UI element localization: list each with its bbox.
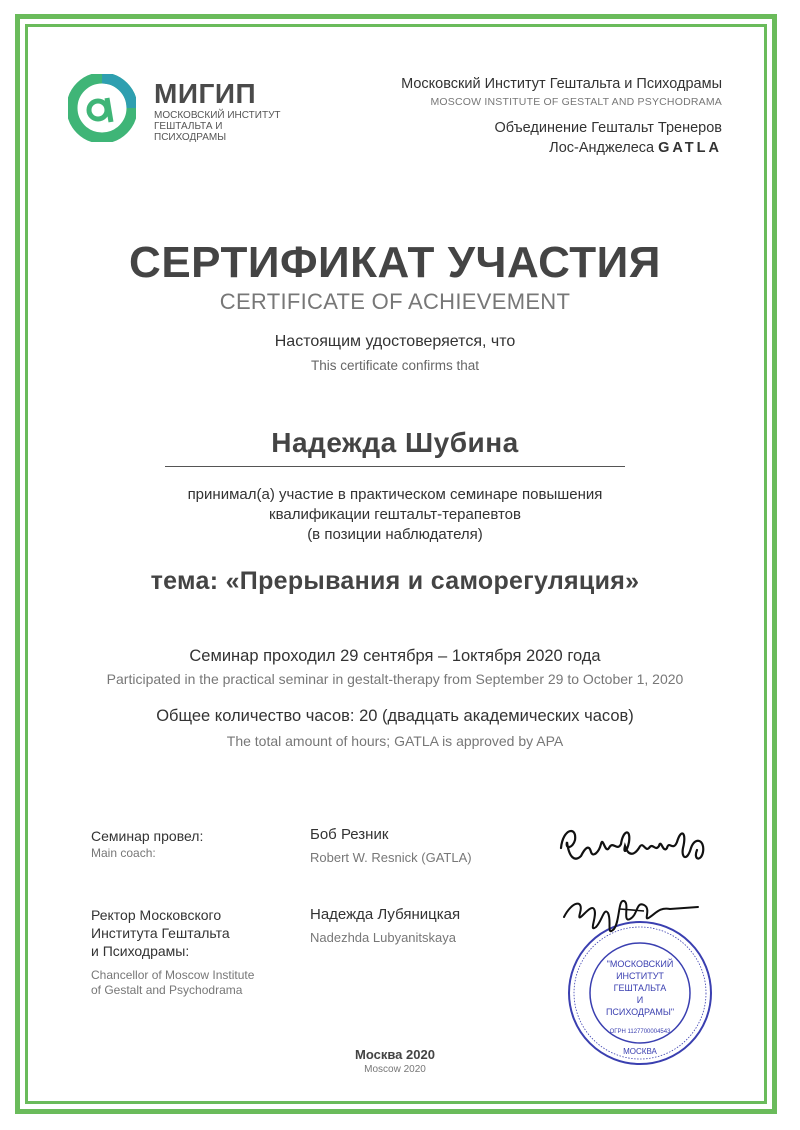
rector-name-ru: Надежда Лубяницкая [310,906,461,923]
seminar-dates-en: Participated in the practical seminar in gestalt-therapy from September 29 to October 1, 2020 [106,671,684,687]
rector-label-en-line-1: Chancellor of Moscow Institute [91,968,255,982]
institute-name-en: MOSCOW INSTITUTE OF GESTALT AND PSYCHODRAMA [430,96,722,108]
logo-title: МИГИП [154,78,257,109]
institute-name-ru: Московский Институт Гештальта и Психодрамы [401,76,722,92]
logo-mark-icon [68,74,136,142]
union-city: Лос-Анджелеса [549,140,655,156]
union-name-line1: Объединение Гештальт Тренеров [494,120,722,136]
coach-signature-icon [555,818,715,870]
stamp-line-2: ИНСТИТУТ [616,971,664,981]
coach-label-ru: Семинар провел: [91,828,204,844]
stamp-ogrn: ОГРН 1127700004543 [609,1029,671,1035]
confirm-text-ru: Настоящим удостоверяется, что [274,333,516,350]
footer-city-year-en: Moscow 2020 [364,1064,426,1075]
union-name-line2 [549,140,722,156]
recipient-underline [165,466,625,467]
coach-label-en: Main coach: [91,846,156,860]
stamp-city: МОСКВА [623,1047,657,1056]
stamp-line-5: ПСИХОДРАМЫ" [605,1007,675,1017]
coach-name-ru: Боб Резник [310,826,389,843]
description-line-3: (в позиции наблюдателя) [307,526,483,543]
rector-name-en: Nadezhda Lubyanitskaya [310,930,456,945]
coach-name-en: Robert W. Resnick (GATLA) [310,850,472,865]
stamp-line-4: И [636,995,644,1005]
recipient-name: Надежда Шубина [271,427,519,458]
union-abbr: GATLA [658,140,722,156]
seminar-dates-ru: Семинар проходил 29 сентября – 1октября 2020 года [189,647,601,665]
description-line-1: принимал(а) участие в практическом семинаре повышения [187,486,603,503]
institute-logo [68,74,281,144]
rector-label-line-2: Института Гештальта [91,925,230,941]
rector-label-line-1: Ректор Московского [91,907,222,923]
stamp-line-3: ГЕШТАЛЬТА [613,983,667,993]
rector-signature-icon [560,893,705,953]
rector-label-ru [91,906,230,960]
certificate-title-ru: СЕРТИФИКАТ УЧАСТИЯ [129,238,661,287]
footer-city-year-ru: Москва 2020 [355,1047,435,1062]
confirm-text-en: This certificate confirms that [310,358,480,373]
rector-label-en [91,968,254,998]
stamp-line-1: "МОСКОВСКИЙ [606,959,674,969]
participation-description [0,485,790,545]
total-hours-ru: Общее количество часов: 20 (двадцать академических часов) [156,707,634,725]
certificate-title-en: CERTIFICATE OF ACHIEVEMENT [219,289,571,314]
seminar-topic: тема: «Прерывания и саморегуляция» [150,567,640,595]
description-line-2: квалификации гештальт-терапевтов [269,506,521,523]
rector-label-en-line-2: of Gestalt and Psychodrama [91,983,243,997]
logo-subtitle: МОСКОВСКИЙ ИНСТИТУТ ГЕШТАЛЬТА И ПСИХОДРАМЫ [154,110,281,143]
total-hours-en: The total amount of hours; GATLA is approved by APA [226,733,564,749]
rector-label-line-3: и Психодрамы: [91,943,190,959]
